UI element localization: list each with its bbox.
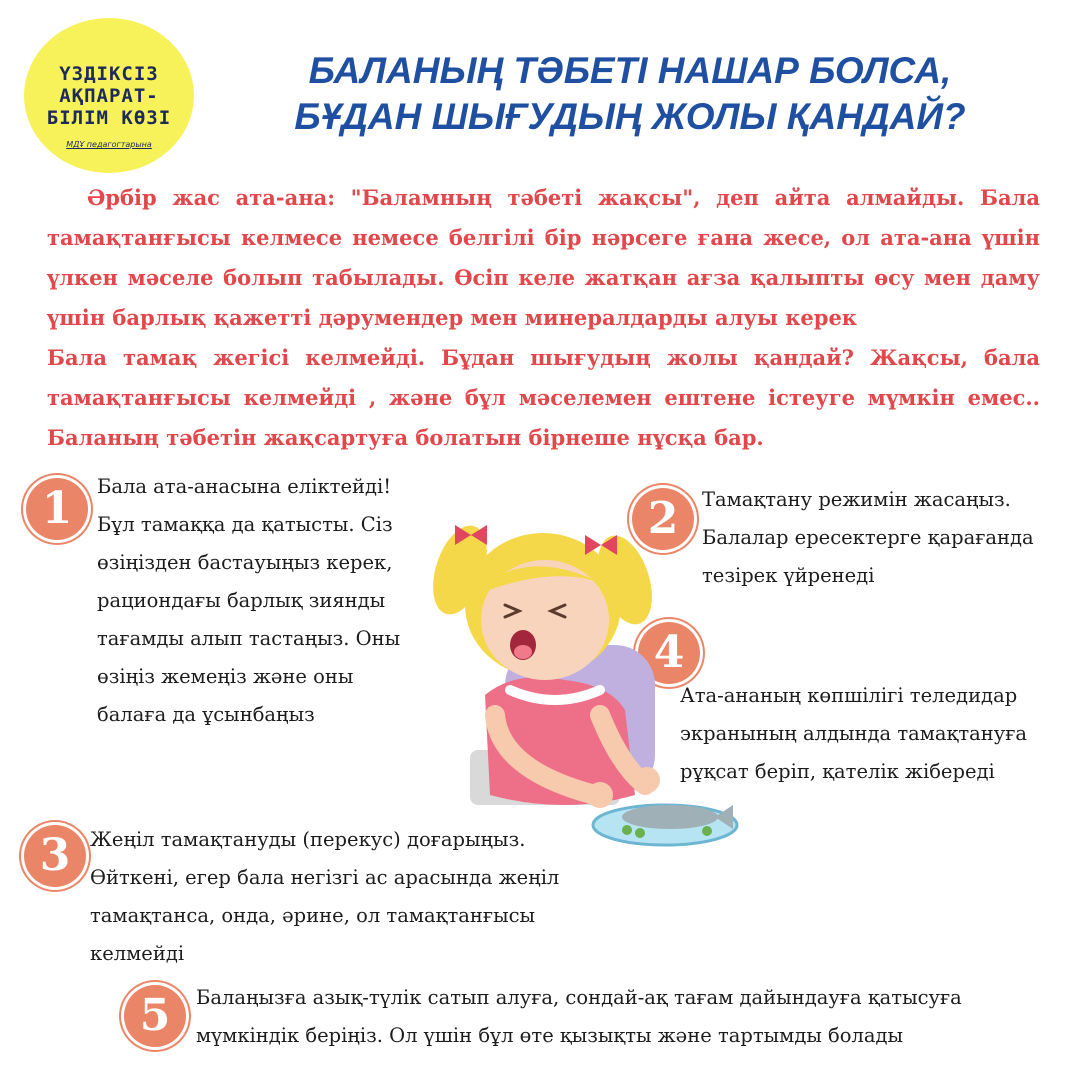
girl-refusing-food-illustration [415,495,745,865]
intro-paragraph-2: Бала тамақ жегісі келмейді. Бұдан шығудың жолы қандай? Жақсы, бала тамақтанғысы келмейді , және бұл мәселемен ештене істеуге мүмкін емес.. Баланың тәбетін жақсартуға болатын бірнеше нұсқа бар. [47,345,1040,450]
logo-line-1: ҮЗДІКСІЗ [59,63,159,85]
tip-3-number-badge [24,825,86,887]
right-hand [634,767,660,793]
tip-3-text: Жеңіл тамақтануды (перекус) доғарыңыз. Өйткені, егер бала негізгі ас арасында жеңіл тамақтанса, онда, әрине, ол тамақтанғысы келмейді [90,828,560,965]
title-line-2: БҰДАН ШЫҒУДЫҢ ЖОЛЫ ҚАНДАЙ? [294,96,966,137]
pea [622,825,632,835]
tip-2-number: 2 [647,493,679,544]
logo [24,18,194,173]
intro-text [47,178,1040,458]
tip-1-number-badge [26,478,88,540]
left-hand [587,782,613,808]
logo-line-2: АҚПАРАТ- [59,85,159,107]
tip-4-text: Ата-ананың көпшілігі теледидар экранының алдында тамақтануға рұқсат беріп, қателік жібереді [680,684,1028,783]
tongue [514,645,532,659]
pea [702,826,712,836]
logo-subtitle: МДҰ педагогтарына [66,140,152,149]
tip-4-number: 4 [653,627,685,678]
tip-5-number: 5 [139,990,171,1041]
tip-1-text: Бала ата-анасына еліктейді! Бұл тамаққа да қатысты. Сіз өзіңізден бастауыңыз керек, рациондағы барлық зиянды тағамды алып тастаңыз. Оны өзіңіз жемеңіз және оны балаға да ұсынбаңыз [97,475,401,726]
title-line-1: БАЛАНЫҢ ТӘБЕТІ НАШАР БОЛСА, [308,50,952,91]
intro-paragraph-1: Әрбір жас ата-ана: "Баламның тәбеті жақсы", деп айта алмайды. Бала тамақтанғысы келмесе немесе белгілі бір нәрсеге ғана жесе, ол ата-ана үшін үлкен мәселе болып табылады. Өсіп келе жатқан ағза қалыпты өсу мен даму үшін барлық қажетті дәрумендер мен минералдарды алуы керек [47,185,1040,330]
pea [635,828,645,838]
tip-5-text: Балаңызға азық-түлік сатып алуға, сондай-ақ тағам дайындауға қатысуға мүмкіндік беріңіз. Ол үшін бұл өте қызықты және тартымды болады [196,986,962,1047]
fish [622,805,718,829]
logo-line-3: БІЛІМ КӨЗІ [46,107,172,129]
tip-5-number-badge [124,985,186,1047]
tip-2-text: Тамақтану режимін жасаңыз. Балалар ересектерге қарағанда тезірек үйренеді [702,488,1034,587]
tip-1-number: 1 [41,483,73,534]
tip-3-number: 3 [39,830,71,881]
page-title [250,48,1010,140]
